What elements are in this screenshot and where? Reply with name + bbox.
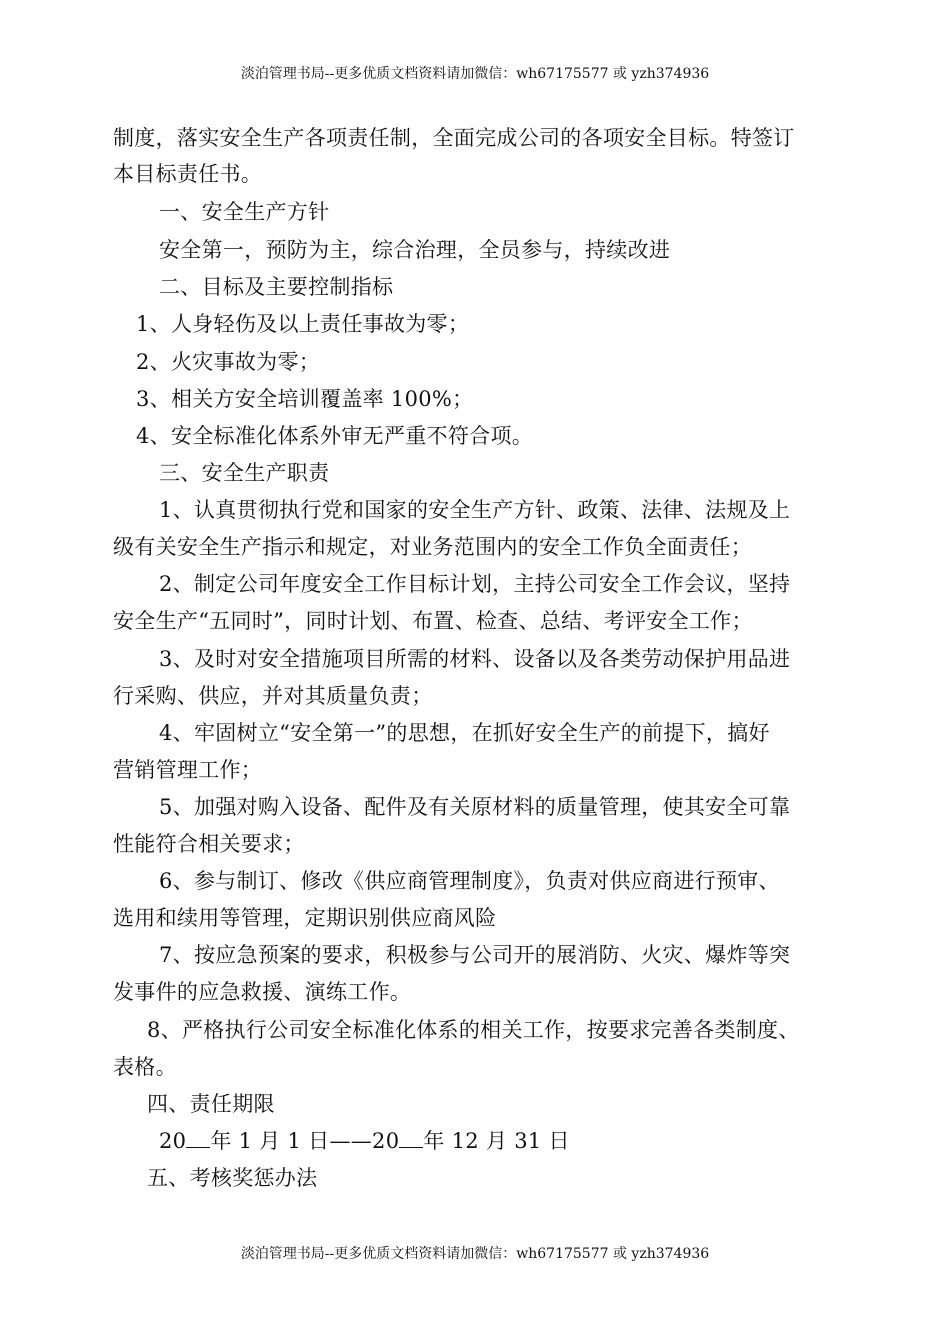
section3-line-9: 5、加强对购入设备、配件及有关原材料的质量管理，使其安全可靠 <box>159 795 791 819</box>
section3-line-13: 7、按应急预案的要求，积极参与公司开的展消防、火灾、爆炸等突 <box>159 943 791 967</box>
section4-heading: 四、责任期限 <box>147 1092 275 1116</box>
section3-line-16: 表格。 <box>113 1055 177 1079</box>
year-blank-2 <box>399 1127 423 1148</box>
section3-line-8: 营销管理工作； <box>113 758 263 782</box>
section3-line-6: 行采购、供应，并对其质量负责； <box>113 684 433 708</box>
year-blank-1 <box>186 1127 210 1148</box>
section3-line-2: 级有关安全生产指示和规定，对业务范围内的安全工作负全面责任； <box>113 535 752 559</box>
section2-item-4: 4、安全标准化体系外审无严重不符合项。 <box>136 424 534 448</box>
section3-line-7: 4、牢固树立“安全第一”的思想，在抓好安全生产的前提下，搞好 <box>159 721 770 745</box>
section2-heading: 二、目标及主要控制指标 <box>159 275 394 299</box>
section2-item-1: 1、人身轻伤及以上责任事故为零； <box>136 312 470 336</box>
intro-line-1: 制度，落实安全生产各项责任制，全面完成公司的各项安全目标。特签订 <box>113 126 795 150</box>
section1-content: 安全第一，预防为主，综合治理，全员参与，持续改进 <box>159 238 671 262</box>
section3-line-10: 性能符合相关要求； <box>113 832 305 856</box>
section3-line-12: 选用和续用等管理，定期识别供应商风险 <box>113 906 497 930</box>
section3-heading: 三、安全生产职责 <box>159 461 330 485</box>
page-footer: 淡泊管理书局--更多优质文档资料请加微信：wh67175577 或 yzh374936 <box>240 1246 710 1262</box>
section3-line-1: 1、认真贯彻执行党和国家的安全生产方针、政策、法律、法规及上 <box>159 498 791 522</box>
section2-item-2: 2、火灾事故为零； <box>136 350 321 374</box>
page-header: 淡泊管理书局--更多优质文档资料请加微信：wh67175577 或 yzh374936 <box>240 66 710 82</box>
section4-period <box>159 1127 570 1155</box>
section5-heading: 五、考核奖惩办法 <box>147 1166 318 1190</box>
section2-item-3: 3、相关方安全培训覆盖率 100%； <box>136 387 474 411</box>
section1-heading: 一、安全生产方针 <box>159 200 330 224</box>
period-year-prefix: 20 <box>159 1129 187 1153</box>
section3-line-5: 3、及时对安全措施项目所需的材料、设备以及各类劳动保护用品进 <box>159 647 791 671</box>
section3-line-4: 安全生产“五同时”，同时计划、布置、检查、总结、考评安全工作； <box>113 609 753 633</box>
period-part-2: 年 12 月 31 日 <box>423 1129 570 1153</box>
section3-line-14: 发事件的应急救援、演练工作。 <box>113 980 412 1004</box>
period-part-1: 年 1 月 1 日——20 <box>210 1129 400 1153</box>
intro-line-2: 本目标责任书。 <box>113 162 263 186</box>
section3-line-3: 2、制定公司年度安全工作目标计划，主持公司安全工作会议，坚持 <box>159 572 791 596</box>
section3-line-11: 6、参与制订、修改《供应商管理制度》，负责对供应商进行预审、 <box>159 869 780 893</box>
section3-line-15: 8、严格执行公司安全标准化体系的相关工作，按要求完善各类制度、 <box>147 1018 800 1042</box>
